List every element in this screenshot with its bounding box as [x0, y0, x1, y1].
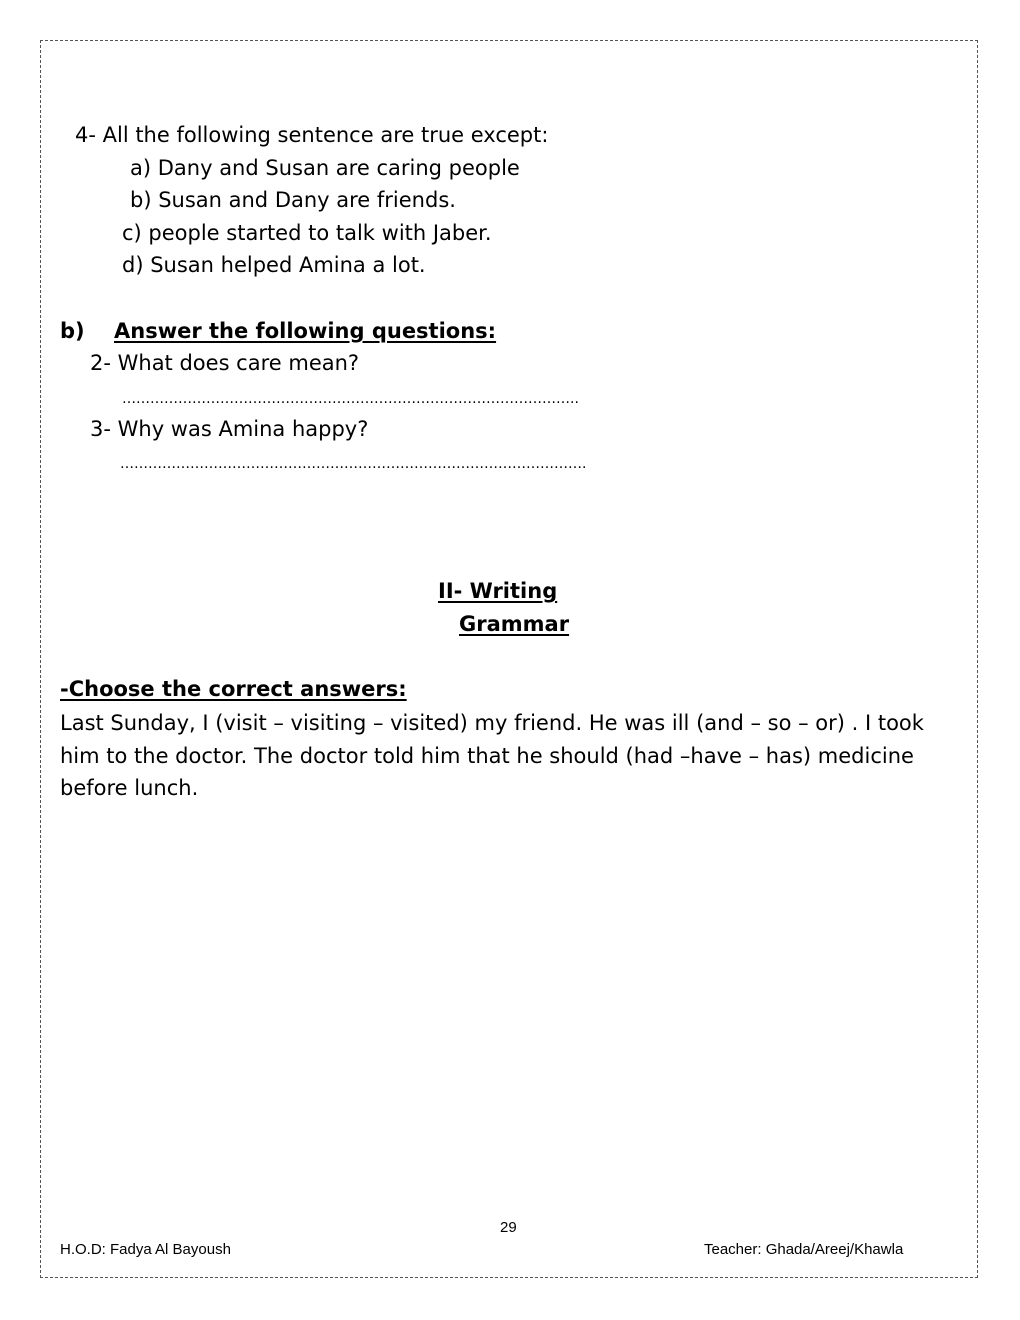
- footer-hod: H.O.D: Fadya Al Bayoush: [60, 1241, 231, 1258]
- question-3: 3- Why was Amina happy?: [90, 417, 369, 441]
- grammar-subtitle: Grammar: [459, 612, 570, 636]
- option-a: a) Dany and Susan are caring people: [130, 156, 520, 180]
- option-d: d) Susan helped Amina a lot.: [122, 253, 426, 277]
- grammar-instruction: -Choose the correct answers:: [60, 677, 407, 701]
- section-b-label: b): [60, 319, 85, 343]
- writing-title: II- Writing: [438, 579, 558, 603]
- page-number: 29: [500, 1219, 517, 1236]
- answer-line-2: ……………………………………………………………………………………..: [122, 391, 579, 407]
- grammar-paragraph: Last Sunday, I (visit – visiting – visited) my friend. He was ill (and – so – or) . I took him to the doctor. The doctor told him that he should (had –have – has) medicine before lunch.: [60, 711, 924, 800]
- footer-teacher: Teacher: Ghada/Areej/Khawla: [704, 1241, 904, 1258]
- option-b: b) Susan and Dany are friends.: [130, 188, 456, 212]
- section-b-heading: Answer the following questions:: [114, 319, 497, 343]
- answer-line-3: ……………………………………………………………………………………….: [120, 456, 587, 472]
- question-2: 2- What does care mean?: [90, 351, 360, 375]
- question-4: 4- All the following sentence are true except:: [75, 123, 549, 147]
- option-c: c) people started to talk with Jaber.: [122, 221, 492, 245]
